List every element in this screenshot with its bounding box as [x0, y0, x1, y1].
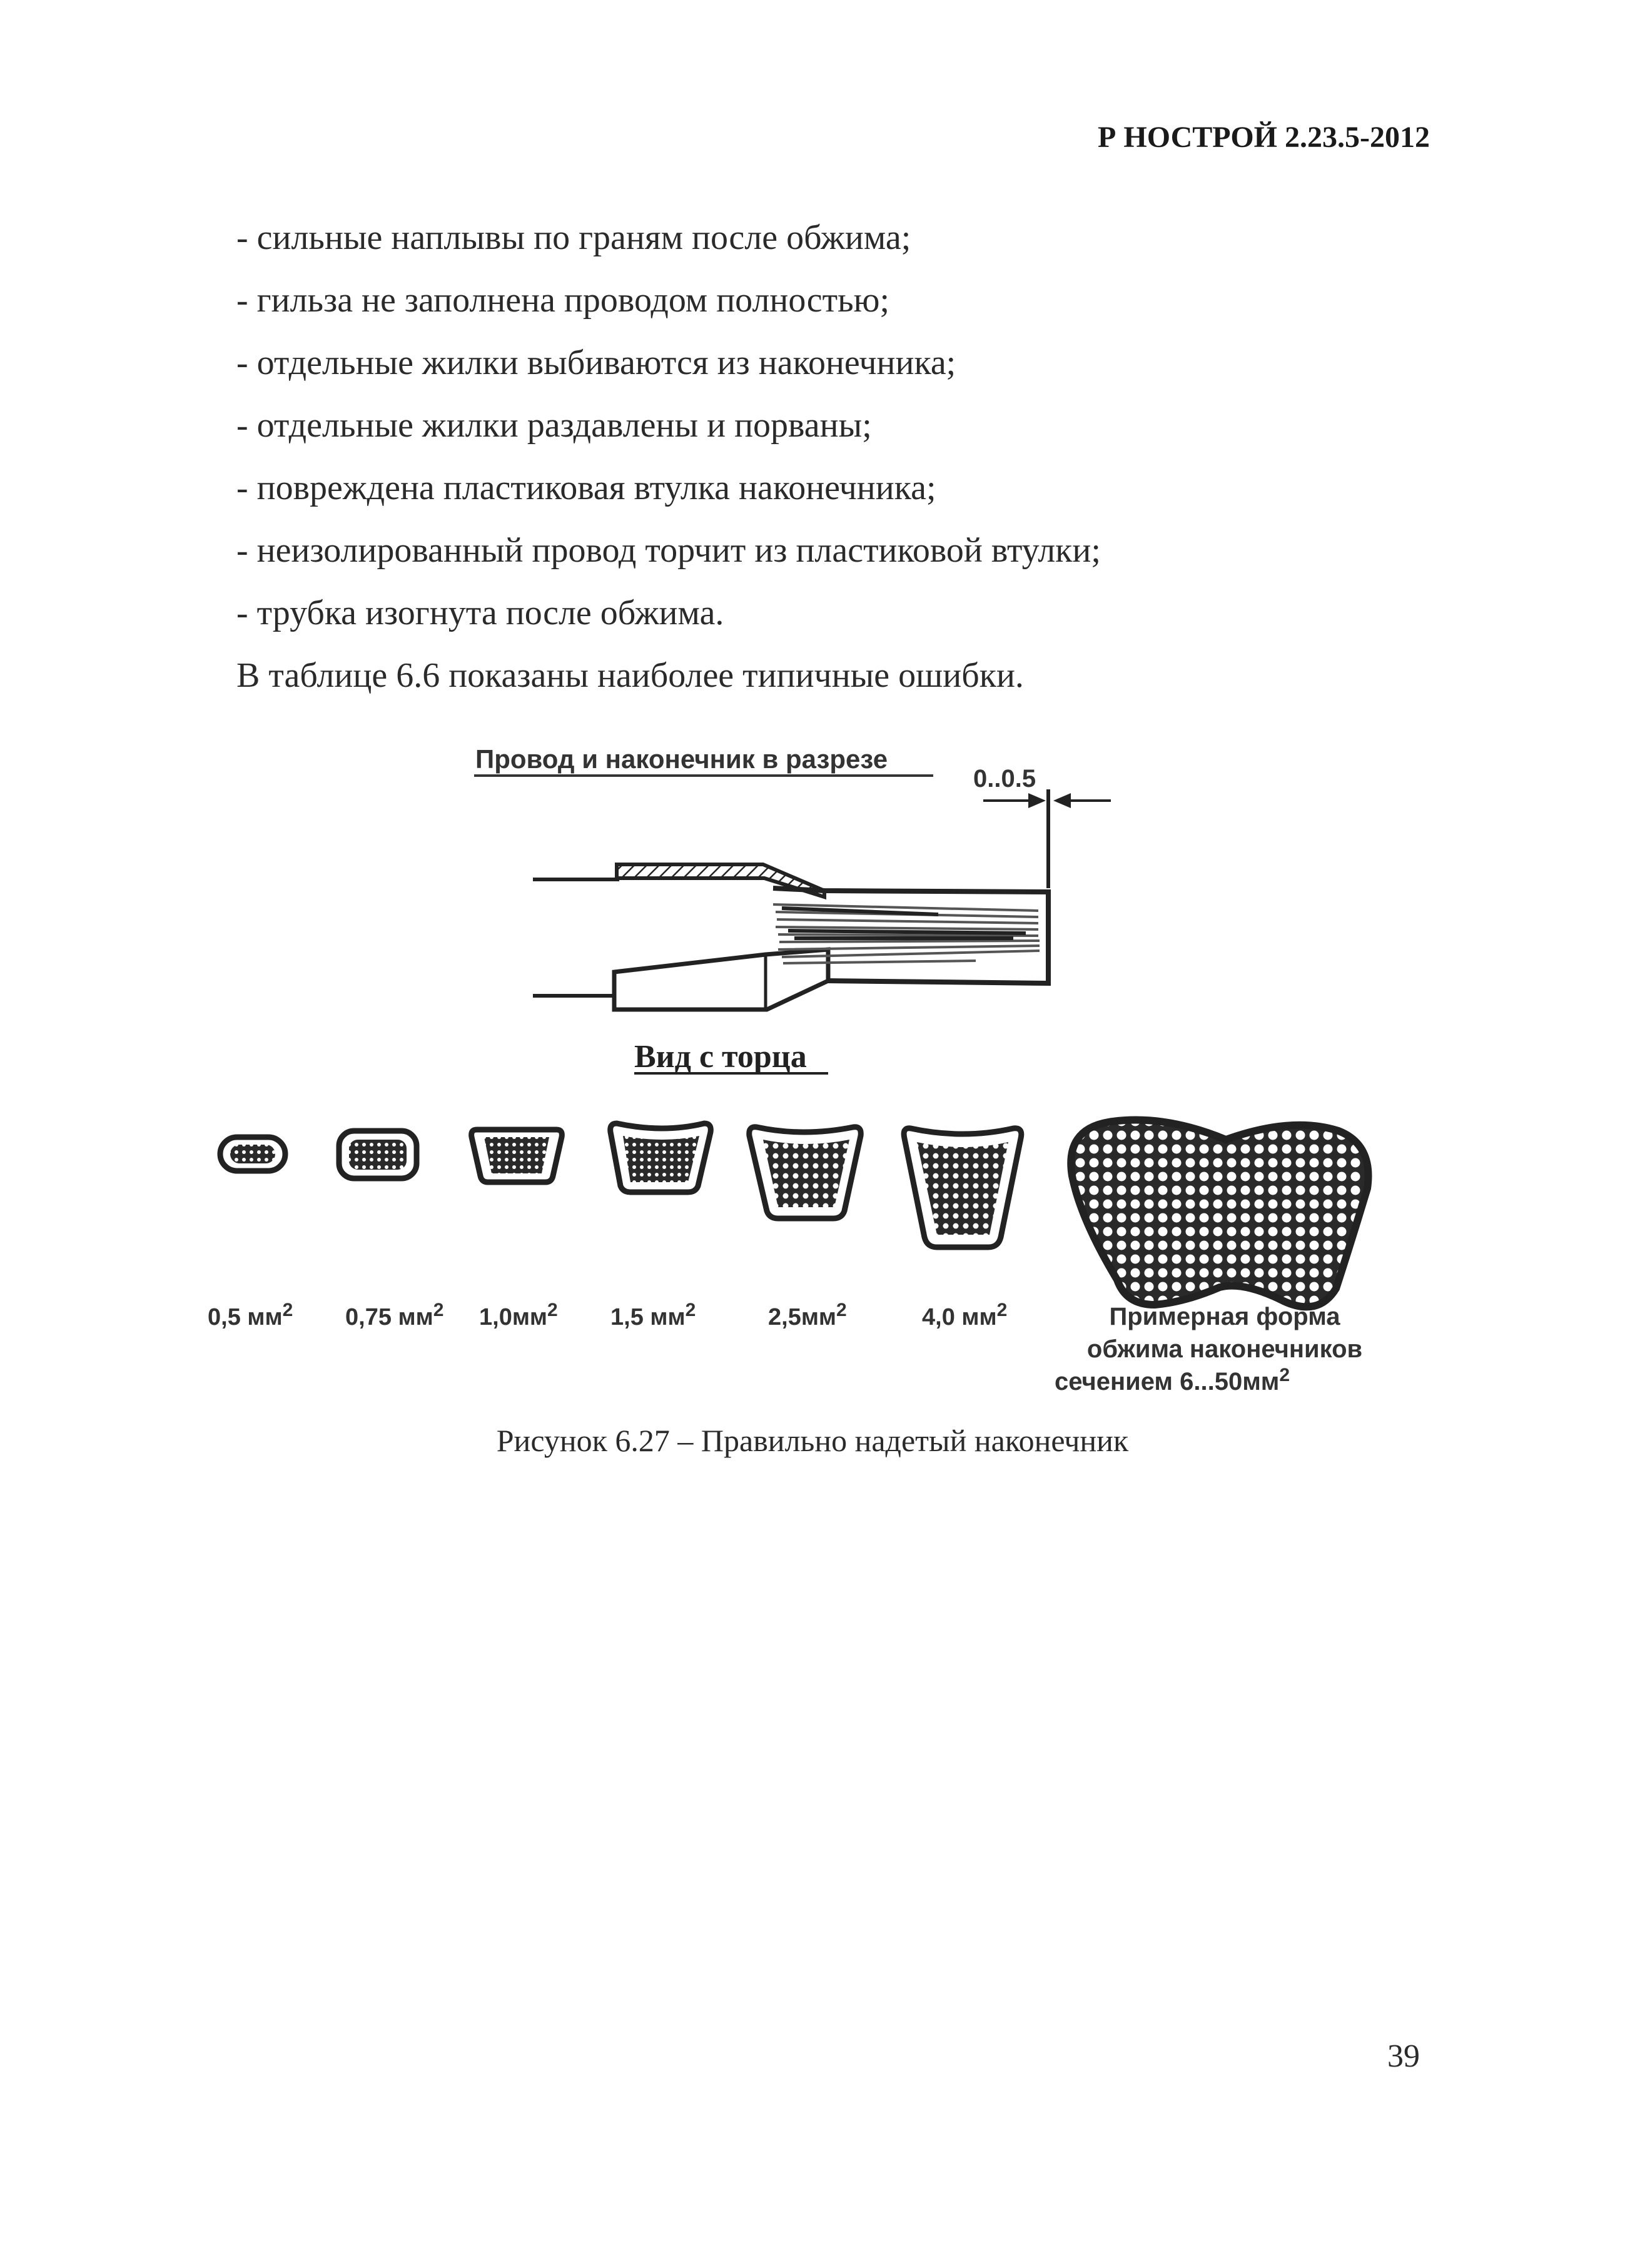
section-view-title: Провод и наконечник в разрезе: [475, 744, 888, 774]
crimp-profile-large: [1071, 1120, 1368, 1307]
size-unit-superscript: 2: [685, 1300, 696, 1320]
list-item: - гильза не заполнена проводом полностью;: [236, 281, 890, 320]
size-value: 0,75 мм: [345, 1304, 433, 1330]
list-item: - неизолированный провод торчит из пластиковой втулки;: [236, 531, 1101, 570]
figure-caption: Рисунок 6.27 – Правильно надетый наконечник: [496, 1423, 1129, 1458]
size-unit-superscript: 2: [547, 1300, 558, 1320]
list-item: - сильные наплывы по граням после обжима;: [236, 218, 911, 257]
document-code-header: Р НОСТРОЙ 2.23.5-2012: [1098, 121, 1430, 154]
dimension-arrow-left-head: [1028, 793, 1046, 808]
crimp-profile-0-75: [339, 1131, 417, 1178]
size-value: 2,5мм: [768, 1304, 837, 1330]
size-label-4-0: [922, 1300, 1007, 1330]
large-profile-note-line1: Примерная форма: [1109, 1303, 1340, 1330]
size-label-0-5: [208, 1300, 293, 1330]
body-paragraph: В таблице 6.6 показаны наиболее типичные ошибки.: [236, 656, 1024, 695]
list-item: - отдельные жилки раздавлены и порваны;: [236, 406, 872, 445]
large-profile-note-line3: [1055, 1365, 1290, 1395]
size-unit-superscript: 2: [996, 1300, 1008, 1320]
large-profile-note-line2: обжима наконечников: [1086, 1335, 1363, 1363]
page-number: 39: [1387, 2038, 1420, 2074]
size-label-0-75: [345, 1300, 443, 1330]
list-item: - повреждена пластиковая втулка наконечника;: [236, 468, 936, 507]
size-unit-superscript: 2: [282, 1300, 293, 1320]
large-note-superscript: 2: [1279, 1365, 1290, 1385]
dimension-label: 0..0.5: [973, 765, 1036, 792]
crimp-profile-2-5: [749, 1127, 861, 1218]
size-label-1-0: [479, 1300, 558, 1330]
crimp-profile-1-0: [472, 1130, 562, 1182]
crimp-profile-1-5: [610, 1123, 711, 1192]
size-value: 0,5 мм: [208, 1304, 283, 1330]
wire-ferrule-section: [533, 864, 1048, 1010]
size-value: 1,5 мм: [610, 1304, 686, 1330]
crimp-profile-4-0: [904, 1128, 1021, 1247]
size-unit-superscript: 2: [836, 1300, 847, 1320]
size-value: 1,0мм: [479, 1304, 548, 1330]
plastic-collar-top: [617, 864, 824, 897]
size-value: 4,0 мм: [922, 1304, 997, 1330]
list-item: - отдельные жилки выбиваются из наконечника;: [236, 343, 956, 382]
end-view-title: Вид с торца: [634, 1039, 807, 1075]
large-note-text: сечением 6...50мм: [1055, 1368, 1280, 1395]
dimension-arrow-right-head: [1053, 793, 1071, 808]
size-label-1-5: [610, 1300, 696, 1330]
list-item: - трубка изогнута после обжима.: [236, 594, 724, 632]
size-label-2-5: [768, 1300, 847, 1330]
size-unit-superscript: 2: [433, 1300, 444, 1320]
crimp-profile-0-5: [220, 1137, 285, 1171]
